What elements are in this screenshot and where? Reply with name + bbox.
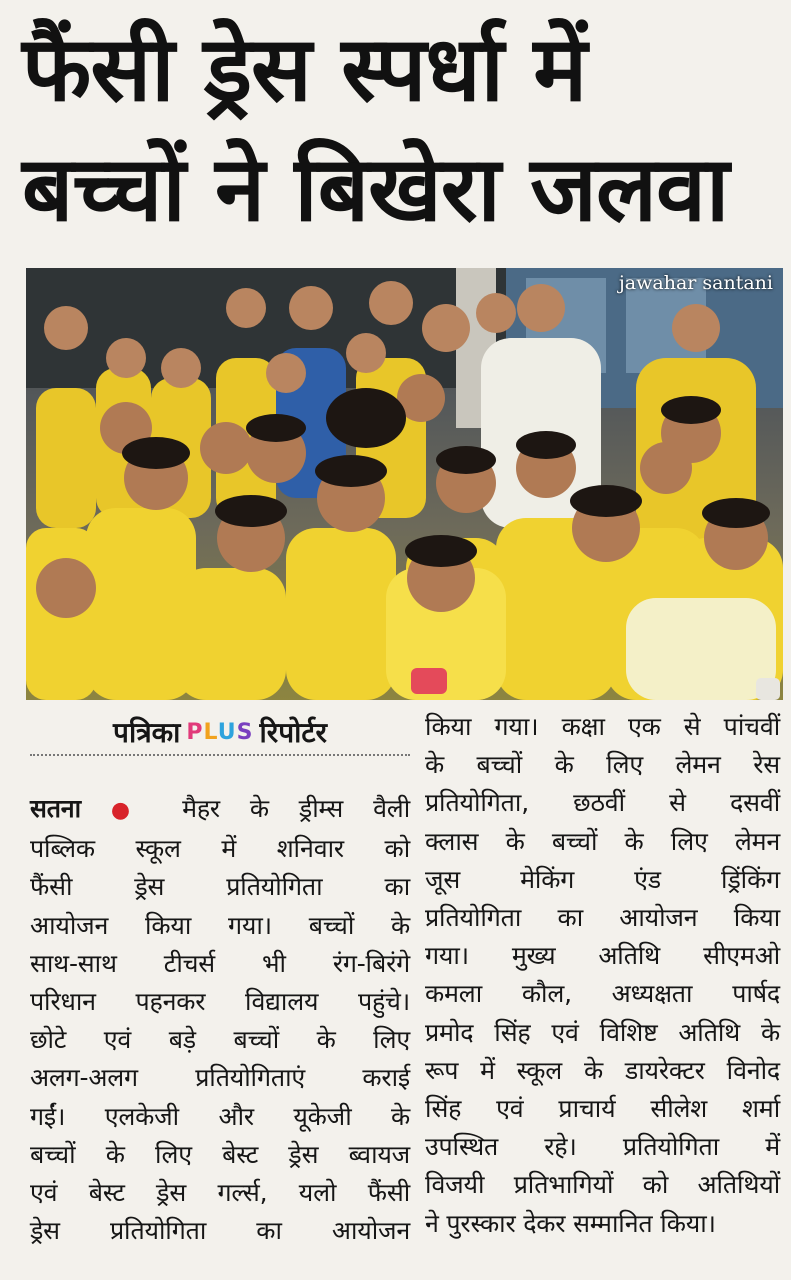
article-line: सिंह एवं प्राचार्य सीलेश शर्मा: [425, 1094, 780, 1124]
plus-letter-u: U: [217, 719, 237, 745]
article-line: एवं बेस्ट ड्रेस गर्ल्स, यलो फैंसी: [30, 1178, 410, 1208]
article-line: जूस मेकिंग एंड ड्रिंकिंग: [425, 864, 780, 894]
headline-line-1: फैंसी ड्रेस स्पर्धा में: [22, 17, 587, 122]
plus-letter-p: P: [186, 719, 204, 745]
plus-letter-l: L: [203, 719, 218, 745]
byline: [30, 710, 410, 756]
article-line: गया। मुख्य अतिथि सीएमओ: [425, 941, 780, 971]
headline: [22, 10, 782, 250]
dateline-city: सतना: [30, 794, 81, 823]
group-photo-illustration: [26, 268, 783, 700]
article-line: प्रमोद सिंह एवं विशिष्ट अतिथि के: [425, 1017, 780, 1047]
article-line: के बच्चों के लिए लेमन रेस: [425, 750, 780, 780]
plus-logo: [186, 720, 253, 745]
article-line-text: मैहर के ड्रीम्स वैली: [182, 794, 411, 823]
article-line: किया गया। कक्षा एक से पांचवीं: [425, 712, 780, 741]
article-line: [30, 790, 410, 830]
photo-credit: jawahar santani: [618, 272, 773, 294]
article-column-right: [425, 708, 780, 1243]
article-line: परिधान पहनकर विद्यालय पहुंचे।: [30, 987, 410, 1017]
dateline-marker-icon: ●: [110, 798, 153, 823]
article-line: उपस्थित रहे। प्रतियोगिता में: [425, 1132, 780, 1162]
article-line: रूप में स्कूल के डायरेक्टर विनोद: [425, 1055, 780, 1085]
article-line: पब्लिक स्कूल में शनिवार को: [30, 834, 410, 864]
article-line: छोटे एवं बड़े बच्चों के लिए: [30, 1025, 410, 1055]
article-line: प्रतियोगिता का आयोजन किया: [425, 903, 780, 933]
article-line: प्रतियोगिता, छठवीं से दसवीं: [425, 788, 780, 818]
byline-suffix: रिपोर्टर: [259, 716, 327, 749]
article-line: साथ-साथ टीचर्स भी रंग-बिरंगे: [30, 948, 410, 978]
article-line: ने पुरस्कार देकर सम्मानित किया।: [425, 1208, 716, 1238]
article-column-left: [30, 790, 410, 1250]
article-line: कमला कौल, अध्यक्षता पार्षद: [425, 979, 780, 1009]
article-line: आयोजन किया गया। बच्चों के: [30, 910, 410, 940]
byline-prefix: पत्रिका: [113, 716, 181, 749]
article-line: गईं। एलकेजी और यूकेजी के: [30, 1101, 410, 1131]
article-line: अलग-अलग प्रतियोगिताएं कराई: [30, 1063, 410, 1093]
headline-line-2: बच्चों ने बिखेरा जलवा: [22, 137, 729, 242]
article-line: बच्चों के लिए बेस्ट ड्रेस ब्वायज: [30, 1139, 410, 1169]
plus-letter-s: S: [236, 719, 254, 745]
news-photo: [26, 268, 783, 700]
article-line: फैंसी ड्रेस प्रतियोगिता का: [30, 872, 410, 902]
article-line: विजयी प्रतिभागियों को अतिथियों: [425, 1170, 780, 1200]
article-line: क्लास के बच्चों के लिए लेमन: [425, 826, 780, 856]
article-line: ड्रेस प्रतियोगिता का आयोजन: [30, 1216, 410, 1246]
